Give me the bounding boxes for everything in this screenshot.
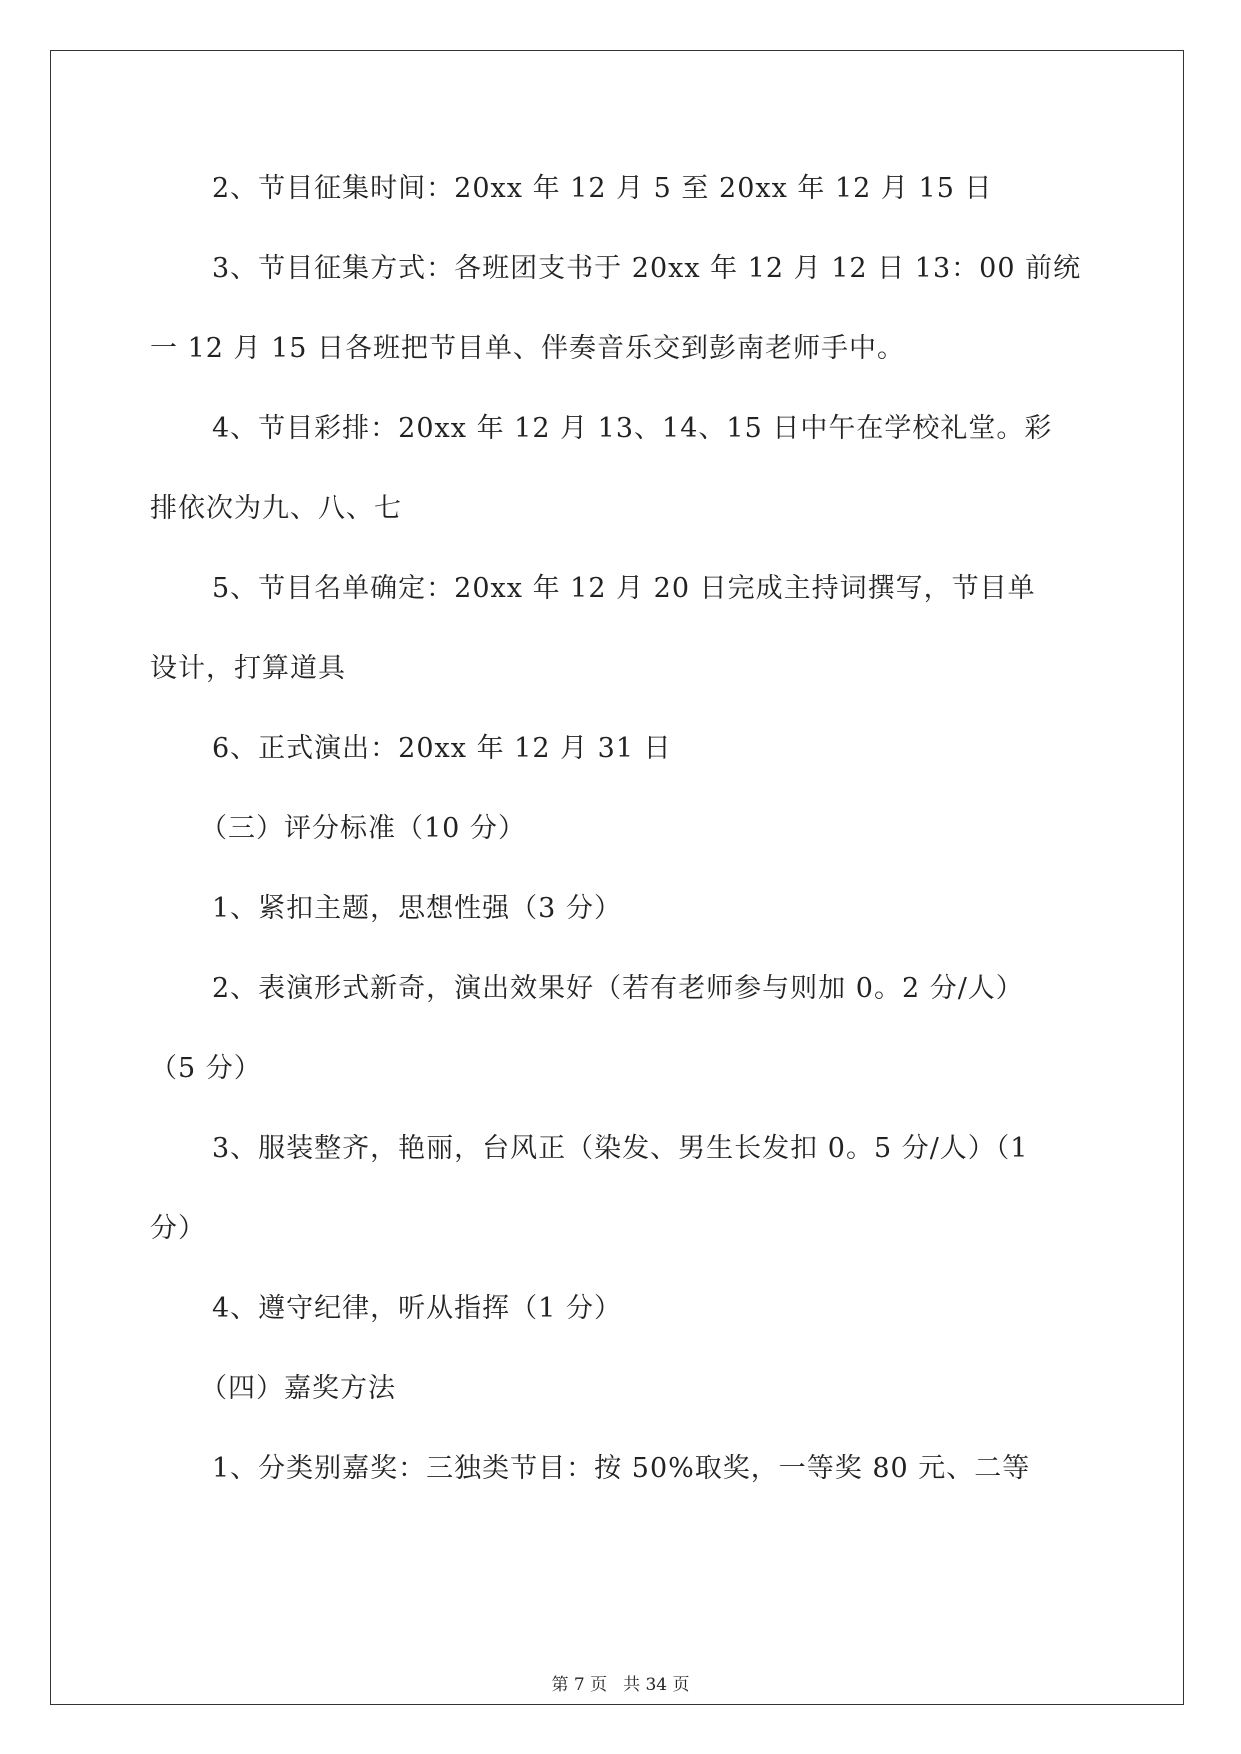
text-line: 1、紧扣主题，思想性强（3 分） <box>212 893 622 924</box>
text-line: 一 12 月 15 日各班把节目单、伴奏音乐交到彭南老师手中。 <box>150 333 906 364</box>
text-line: 3、服装整齐，艳丽，台风正（染发、男生长发扣 0。5 分/人）（1 <box>212 1133 1029 1164</box>
text-line: 3、节目征集方式：各班团支书于 20xx 年 12 月 12 日 13：00 前统 <box>212 253 1082 284</box>
page-number: 第 7 页 <box>551 1675 608 1695</box>
text-line: （5 分） <box>150 1053 262 1084</box>
text-line: 4、节目彩排：20xx 年 12 月 13、14、15 日中午在学校礼堂。彩 <box>212 413 1053 444</box>
text-line: 排依次为九、八、七 <box>150 493 402 524</box>
page-footer <box>0 1670 1241 1695</box>
text-line: 5、节目名单确定：20xx 年 12 月 20 日完成主持词撰写，节目单 <box>212 573 1036 604</box>
text-line: 2、节目征集时间：20xx 年 12 月 5 至 20xx 年 12 月 15 日 <box>212 173 993 204</box>
section-heading: （三）评分标准（10 分） <box>200 813 526 844</box>
section-heading: （四）嘉奖方法 <box>200 1373 396 1404</box>
text-line: 4、遵守纪律，听从指挥（1 分） <box>212 1293 622 1324</box>
text-line: 分） <box>150 1213 206 1244</box>
text-line: 6、正式演出：20xx 年 12 月 31 日 <box>212 733 672 764</box>
text-line: 1、分类别嘉奖：三独类节目：按 50%取奖，一等奖 80 元、二等 <box>212 1453 1031 1484</box>
page-total: 共 34 页 <box>623 1675 690 1695</box>
text-line: 2、表演形式新奇，演出效果好（若有老师参与则加 0。2 分/人） <box>212 973 1024 1004</box>
text-line: 设计，打算道具 <box>150 653 346 684</box>
